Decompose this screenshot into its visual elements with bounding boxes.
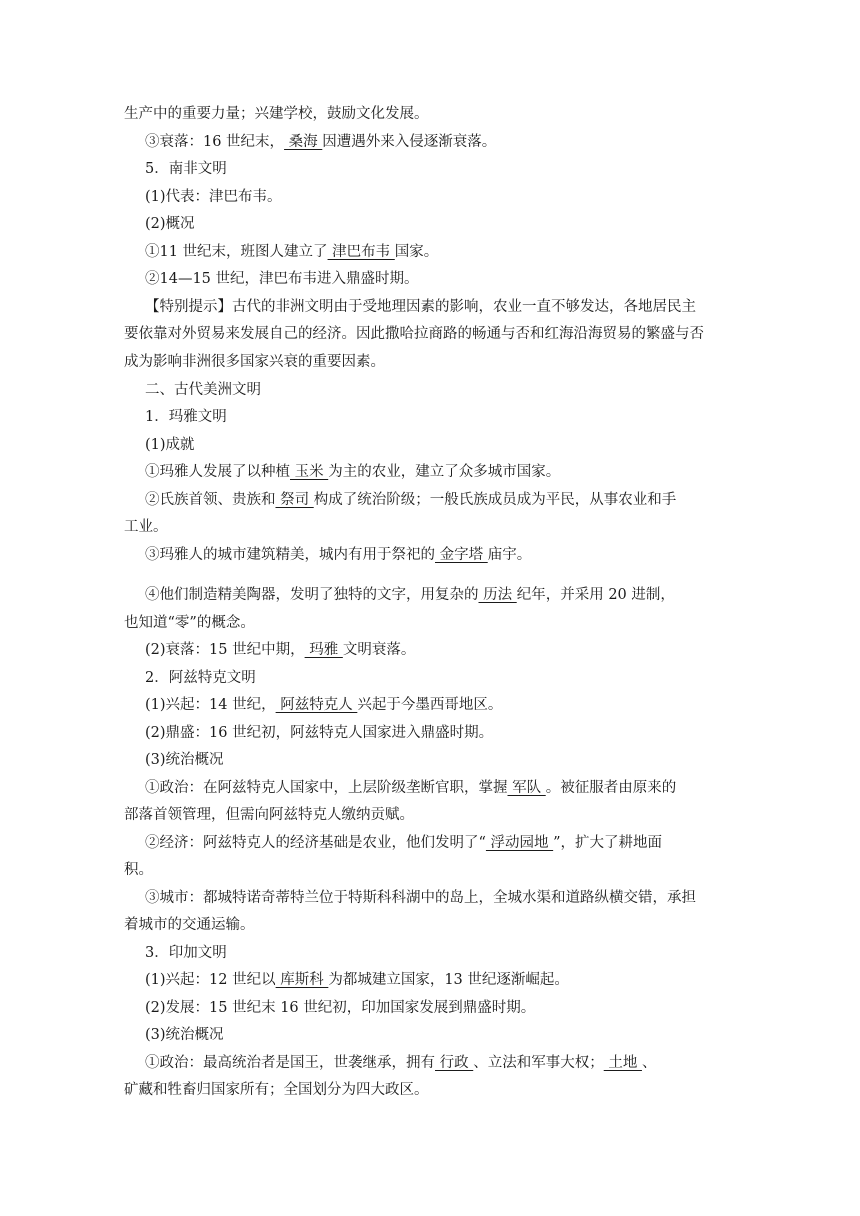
text-line: [145, 778, 744, 798]
text: 1．玛雅文明: [145, 409, 227, 425]
text: 矿藏和牲畜归国家所有；全国划分为四大政区。: [124, 1082, 429, 1098]
text: 【特别提示】古代的非洲文明由于受地理因素的影响，农业一直不够发达，各地居民主: [145, 299, 696, 315]
text: 国家。: [394, 244, 439, 260]
text: (1)成就: [145, 437, 195, 453]
text-line: [124, 860, 744, 880]
text: 着城市的交通运输。: [124, 917, 255, 933]
section-heading: [145, 159, 744, 179]
section-heading: [145, 668, 744, 688]
text: 3．印加文明: [145, 945, 227, 961]
text: 也知道“零”的概念。: [124, 615, 255, 631]
answer-blank: 玛雅: [304, 642, 343, 658]
text-line: [124, 352, 744, 372]
text: 部落首领管理，但需向阿兹特克人缴纳贡赋。: [124, 807, 414, 823]
text: 庙宇。: [487, 547, 532, 563]
text-line: [145, 435, 744, 455]
text: 工业。: [124, 519, 168, 535]
text: 构成了统治阶级；一般氏族成员成为平民，从事农业和手: [313, 492, 677, 508]
section-heading: [145, 943, 744, 963]
text: 纪年，并采用 20 进制，: [516, 587, 675, 603]
text: ②14—15 世纪，津巴布韦进入鼎盛时期。: [145, 271, 419, 287]
text: (2)鼎盛：16 世纪初，阿兹特克人国家进入鼎盛时期。: [145, 725, 494, 741]
answer-blank: 津巴布韦: [327, 244, 395, 260]
text: ②经济：阿兹特克人的经济基础是农业，他们发明了“: [145, 835, 486, 851]
text-line: [124, 915, 744, 935]
answer-blank: 金字塔: [435, 547, 488, 563]
text-line: [145, 242, 744, 262]
text-line: [124, 805, 744, 825]
text: ①11 世纪末，班图人建立了: [145, 244, 328, 260]
text-line: [145, 545, 744, 565]
text-line: [124, 324, 744, 344]
text: ①政治：最高统治者是国王，世袭继承，拥有: [145, 1055, 435, 1071]
text: 为都城建立国家，13 世纪逐渐崛起。: [328, 972, 569, 988]
text-line: [145, 490, 744, 510]
answer-blank: 浮动园地: [485, 835, 554, 851]
text: 生产中的重要力量；兴建学校，鼓励文化发展。: [124, 106, 429, 122]
answer-blank: 库斯科: [275, 972, 329, 988]
text: ①玛雅人发展了以种植: [145, 464, 290, 480]
text-line: [145, 462, 744, 482]
section-heading: [145, 407, 744, 427]
answer-blank: 军队: [507, 780, 546, 796]
text: 5．南非文明: [145, 161, 227, 177]
text-line: [145, 640, 744, 660]
answer-blank: 历法: [478, 587, 517, 603]
text-line: [145, 269, 744, 289]
text: (1)代表：津巴布韦。: [145, 189, 282, 205]
text: (3)统治概况: [145, 1027, 224, 1043]
answer-blank: 土地: [603, 1055, 642, 1071]
text: 、立法和军事大权；: [473, 1055, 604, 1071]
text: 、: [641, 1055, 657, 1071]
text: 。被征服者由原来的: [545, 780, 677, 796]
text: ”，扩大了耕地面: [553, 835, 663, 851]
text: (2)衰落：15 世纪中期，: [145, 642, 305, 658]
text-line: [145, 998, 744, 1018]
text: 成为影响非洲很多国家兴衰的重要因素。: [124, 354, 385, 370]
special-tip: [145, 297, 744, 317]
text-line: [124, 1080, 744, 1100]
text-line: [124, 613, 744, 633]
text-line: [145, 833, 744, 853]
answer-blank: 玉米: [290, 464, 329, 480]
text-line: [145, 750, 744, 770]
text: (1)兴起：12 世纪以: [145, 972, 276, 988]
text-line: [145, 1053, 744, 1073]
text: (3)统治概况: [145, 752, 224, 768]
text-line: [145, 132, 744, 152]
text: ③衰落：16 世纪末，: [145, 134, 285, 150]
text-line: [145, 214, 744, 234]
text-line: [145, 585, 744, 605]
text: 文明衰落。: [342, 642, 416, 658]
text: ②氏族首领、贵族和: [145, 492, 276, 508]
text: (2)发展：15 世纪末 16 世纪初，印加国家发展到鼎盛时期。: [145, 1000, 536, 1016]
text: 因遭遇外来入侵逐渐衰落。: [322, 134, 497, 150]
text: 2．阿兹特克文明: [145, 670, 256, 686]
text-line: [124, 517, 744, 537]
answer-blank: 行政: [435, 1055, 474, 1071]
text-line: [145, 1025, 744, 1045]
text-line: [145, 888, 744, 908]
section-heading: [145, 380, 744, 400]
text: ④他们制造精美陶器，发明了独特的文字，用复杂的: [145, 587, 479, 603]
text: ③城市：都城特诺奇蒂特兰位于特斯科科湖中的岛上，全城水渠和道路纵横交错，承担: [145, 890, 696, 906]
text: 积。: [124, 862, 153, 878]
text-line: [124, 104, 744, 124]
text: ③玛雅人的城市建筑精美，城内有用于祭祀的: [145, 547, 435, 563]
text: 兴起于今墨西哥地区。: [357, 697, 503, 713]
text-line: [145, 723, 744, 743]
text: ①政治：在阿兹特克人国家中，上层阶级垄断官职，掌握: [145, 780, 508, 796]
text-line: [145, 970, 744, 990]
answer-blank: 阿兹特克人: [275, 697, 358, 713]
answer-blank: 祭司: [275, 492, 314, 508]
text: (1)兴起：14 世纪，: [145, 697, 276, 713]
answer-blank: 桑海: [284, 134, 323, 150]
text-line: [145, 187, 744, 207]
text: 要依靠对外贸易来发展自己的经济。因此撒哈拉商路的畅通与否和红海沿海贸易的繁盛与否: [124, 326, 704, 342]
text: 为主的农业，建立了众多城市国家。: [328, 464, 561, 480]
text: 二、古代美洲文明: [145, 382, 261, 398]
text-line: [145, 695, 744, 715]
text: (2)概况: [145, 216, 195, 232]
